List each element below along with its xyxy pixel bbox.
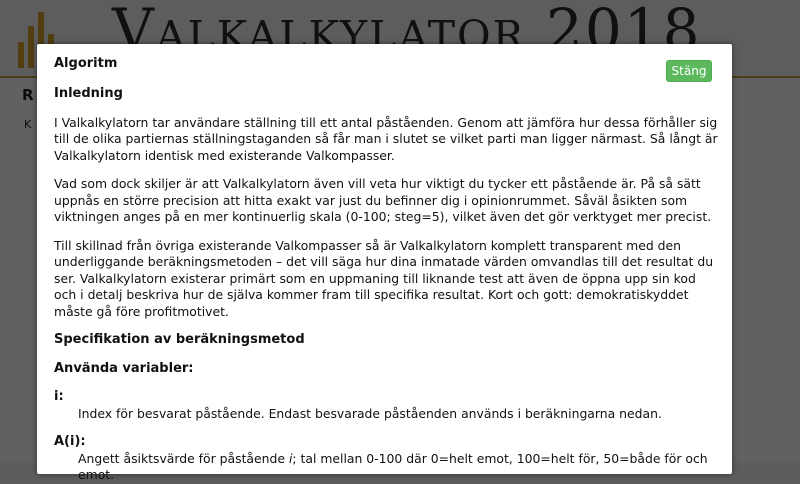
- modal-body: [54, 56, 719, 484]
- spec-heading: Specifikation av beräkningsmetod: [54, 332, 305, 347]
- variables-heading: Använda variabler:: [54, 360, 194, 376]
- variable-name: A(i):: [54, 434, 86, 449]
- intro-paragraph-1: I Valkalkylatorn tar användare ställning till ett antal påståenden. Genom att jämföra hur dessa förhåller sig till de olika partiernas ställningstaganden så får man i slutet se vilket parti man ligger närmast. Så långt är Valkalkylatorn identisk med existerande Valkompasser.: [54, 114, 718, 163]
- intro-paragraph-2: Vad som dock skiljer är att Valkalkylatorn även vill veta hur viktigt du tycker ett påstående är. På så sätt uppnås en större precision att hitta exakt var just du befinner dig i opinionrummet. Såväl åsikten som viktningen anges på en mer kontinuerlig skala (0-100; steg=5), vilket även det gör verktyget mer precist.: [54, 176, 712, 224]
- variable-description-text: Index för besvarat påstående. Endast besvarade påståenden används i beräkningarna nedan.: [78, 405, 662, 421]
- algorithm-modal: [37, 44, 732, 482]
- intro-paragraph-3: Till skillnad från övriga existerande Valkompasser så är Valkalkylatorn komplett transparent med den underliggande beräkningsmetoden – det vill säga hur dina inmatade värden omvandlas till det resultat du ser. Valkalkylatorn existerar primärt som en uppmaning till liknande test att även de öppna upp sin kod och i detalj beskriva hur de själva kommer fram till specifika resultat. Kort och gott: demokratiskyddet måste gå före profitmotivet.: [54, 237, 714, 319]
- close-button[interactable]: Stäng: [666, 60, 712, 82]
- intro-heading: Inledning: [54, 86, 123, 101]
- modal-title: Algoritm: [54, 56, 118, 71]
- variable-description-text: ; tal mellan 0-100 där 0=helt emot, 100=helt för, 50=både för och emot.: [78, 450, 708, 482]
- variable-description: [78, 406, 719, 423]
- variable-description: [78, 451, 719, 484]
- variable-description-text: Angett åsiktsvärde för påstående: [78, 450, 289, 466]
- variable-description-italic: i: [288, 450, 293, 466]
- variable-name: i:: [54, 389, 64, 404]
